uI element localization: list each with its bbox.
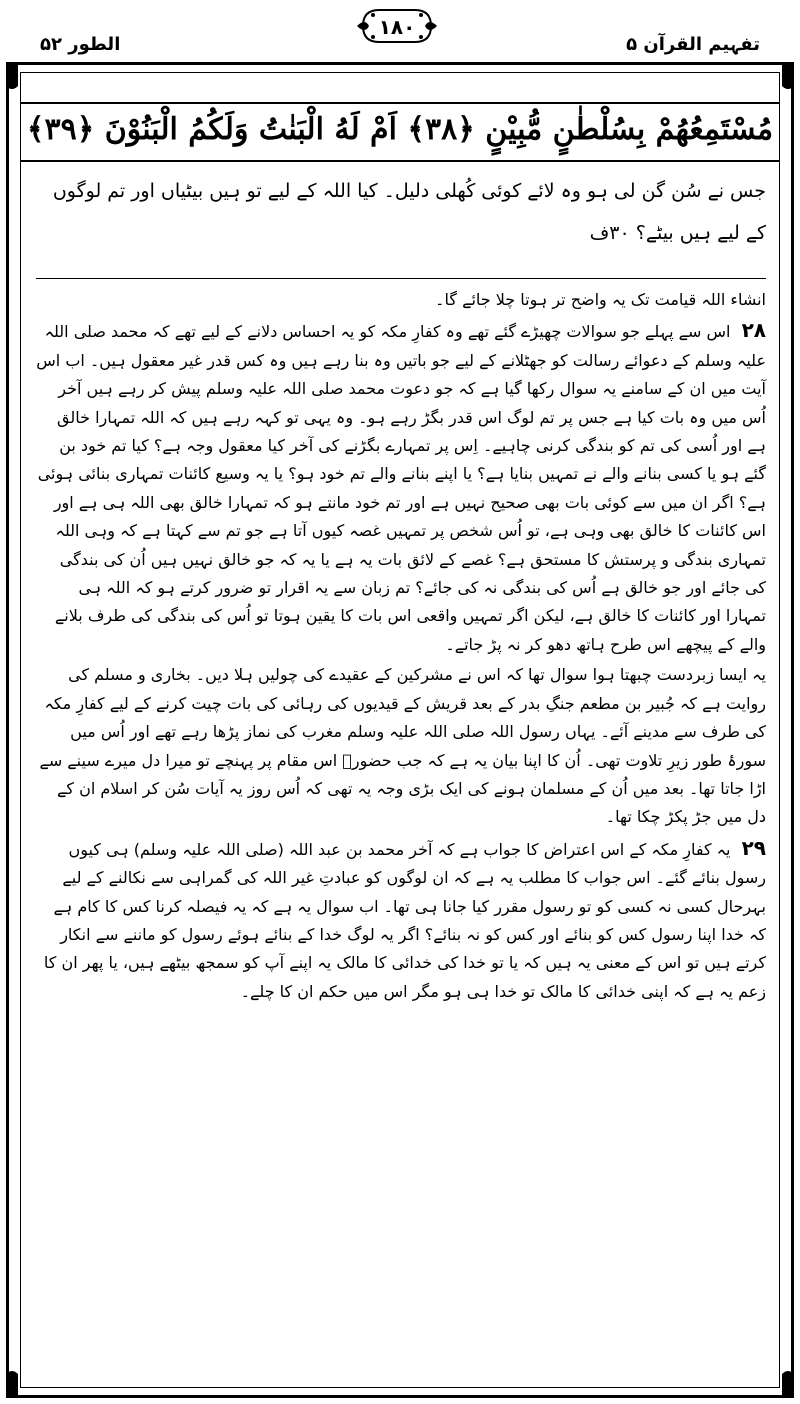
quran-verse-band — [20, 102, 780, 162]
commentary-paragraph — [36, 286, 766, 314]
footnote-number: ۲۸ — [741, 318, 766, 343]
commentary-text: اس سے پہلے جو سوالات چھیڑے گئے تھے وہ کفارِ مکہ کو یہ احساس دلانے کے لیے تھے کہ محمد صلی اللہ علیہ وسلم کے دعوائے رسالت کو جھٹلانے کے لیے جو باتیں وہ بنا رہے ہیں وہ کس قدر غیر معقول ہیں۔ اب اس آیت میں ان کے سامنے یہ سوال رکھا گیا ہے کہ جو دعوت محمد صلی اللہ علیہ وسلم پیش کر رہے ہیں آخر اُس میں وہ بات کیا ہے جس پر تم لوگ اس قدر بگڑ رہے ہو۔ وہ یہی تو کہہ رہے ہیں کہ اللہ تمہارا خالق ہے اور اُسی کی تم کو بندگی کرنی چاہیے۔ اِس پر تمہارے بگڑنے کی آخر کیا معقول وجہ ہے؟ کیا تم خود بن گئے ہو یا کسی بنانے والے نے تمہیں بنایا ہے؟ یا اپنے بنانے والے تم خود ہو؟ یا یہ وسیع کائنات تمہاری بنائی ہوئی ہے؟ اگر ان میں سے کوئی بات بھی صحیح نہیں ہے اور تم خود مانتے ہو کہ تمہارا خالق بھی اللہ ہی ہے اور اس کائنات کا خالق بھی وہی ہے، تو اُس شخص پر تمہیں غصہ کیوں آتا ہے جو تم سے کہتا ہے کہ وہی اللہ تمہاری بندگی و پرستش کا مستحق ہے؟ غصے کے لائق بات یہ ہے یا یہ کہ جو خالق نہیں ہیں اُن کی بندگی کی جائے اور جو خالق ہے اُس کی بندگی نہ کی جائے؟ تم زبان سے یہ اقرار تو ضرور کرتے ہو کہ اللہ ہی تمہارا اور کائنات کا خالق ہے، لیکن اگر تمہیں واقعی اس بات کا یقین ہوتا تو اُس کی بندگی کی طرف بلانے والے کے پیچھے اس طرح ہاتھ دھو کر نہ پڑ جاتے۔ — [36, 322, 766, 654]
footnote-number: ۲۹ — [741, 835, 766, 860]
surah-reference: الطور ۵۲ — [40, 34, 121, 55]
quran-verse-text: مُسْتَمِعُهُمْ بِسُلْطٰنٍ مُّبِيْنٍ ﴿٣٨﴾ اَمْ لَهُ الْبَنٰتُ وَلَكُمُ الْبَنُوْنَ ﴿٣٩﴾ — [26, 112, 774, 147]
commentary-text: انشاء اللہ قیامت تک یہ واضح تر ہوتا چلا جائے گا۔ — [435, 290, 766, 309]
right-border-ornament-icon — [782, 62, 794, 1398]
page-frame — [6, 62, 794, 1398]
commentary-paragraph — [36, 661, 766, 831]
commentary-text: یہ ایسا زبردست چبھتا ہوا سوال تھا کہ اس نے مشرکین کے عقیدے کی چولیں ہلا دیں۔ بخاری و مسلم کی روایت ہے کہ جُبیر بن مطعم جنگِ بدر کے بعد قریش کے قیدیوں کی رہائی کی بات چیت کرنے کے لیے کفارِ مکہ کی طرف سے مدینے آئے۔ یہاں رسول اللہ صلی اللہ علیہ وسلم مغرب کی نماز پڑھا رہے تھے اور اُس میں سورۂ طور زیرِ تلاوت تھی۔ اُن کا اپنا بیان یہ ہے کہ جب حضورؐ اس مقام پر پہنچے تو میرا دل میرے سینے سے اڑا جاتا تھا۔ بعد میں اُن کے مسلمان ہونے کی ایک بڑی وجہ یہ تھی کہ اُس روز یہ آیات سُن کر اسلام ان کے دل میں جڑ پکڑ چکا تھا۔ — [39, 665, 766, 827]
commentary-section — [36, 286, 766, 1008]
section-divider — [36, 278, 766, 279]
left-border-ornament-icon — [6, 62, 18, 1398]
page-number-medallion — [355, 6, 439, 46]
commentary-paragraph — [36, 834, 766, 1006]
book-title: تفہیم القرآن ۵ — [626, 34, 760, 55]
commentary-text: یہ کفارِ مکہ کے اس اعتراض کا جواب ہے کہ آخر محمد بن عبد اللہ (صلی اللہ علیہ وسلم) ہی کیوں رسول بنائے گئے۔ اس جواب کا مطلب یہ ہے کہ ان لوگوں کو عبادتِ غیر اللہ کی گمراہی سے نکالنے کے لیے بہرحال کسی نہ کسی کو تو رسول مقرر کیا جانا ہی تھا۔ اب سوال یہ ہے کہ یہ فیصلہ کرنا کس کا کام ہے کہ خدا اپنا رسول کس کو بنائے اور کس کو نہ بنائے؟ اگر یہ لوگ خدا کے بنائے ہوئے رسول کو ماننے سے انکار کرتے ہیں تو اس کے معنی یہ ہیں کہ یا تو خدا کی خدائی کا مالک یہ اپنے آپ کو سمجھ بیٹھے ہیں، یا پھر ان کا زعم یہ ہے کہ اپنی خدائی کا مالک تو خدا ہی ہو مگر اس میں حکم ان کا چلے۔ — [43, 839, 766, 1001]
page-header — [0, 0, 800, 62]
verse-translation: جس نے سُن گن لی ہو وہ لائے کوئی کُھلی دلیل۔ کیا اللہ کے لیے تو ہیں بیٹیاں اور تم لوگوں کے لیے ہیں بیٹے؟ ۳۰ف — [52, 180, 766, 244]
commentary-paragraph — [36, 316, 766, 659]
page-number: ١٨٠ — [378, 15, 416, 39]
